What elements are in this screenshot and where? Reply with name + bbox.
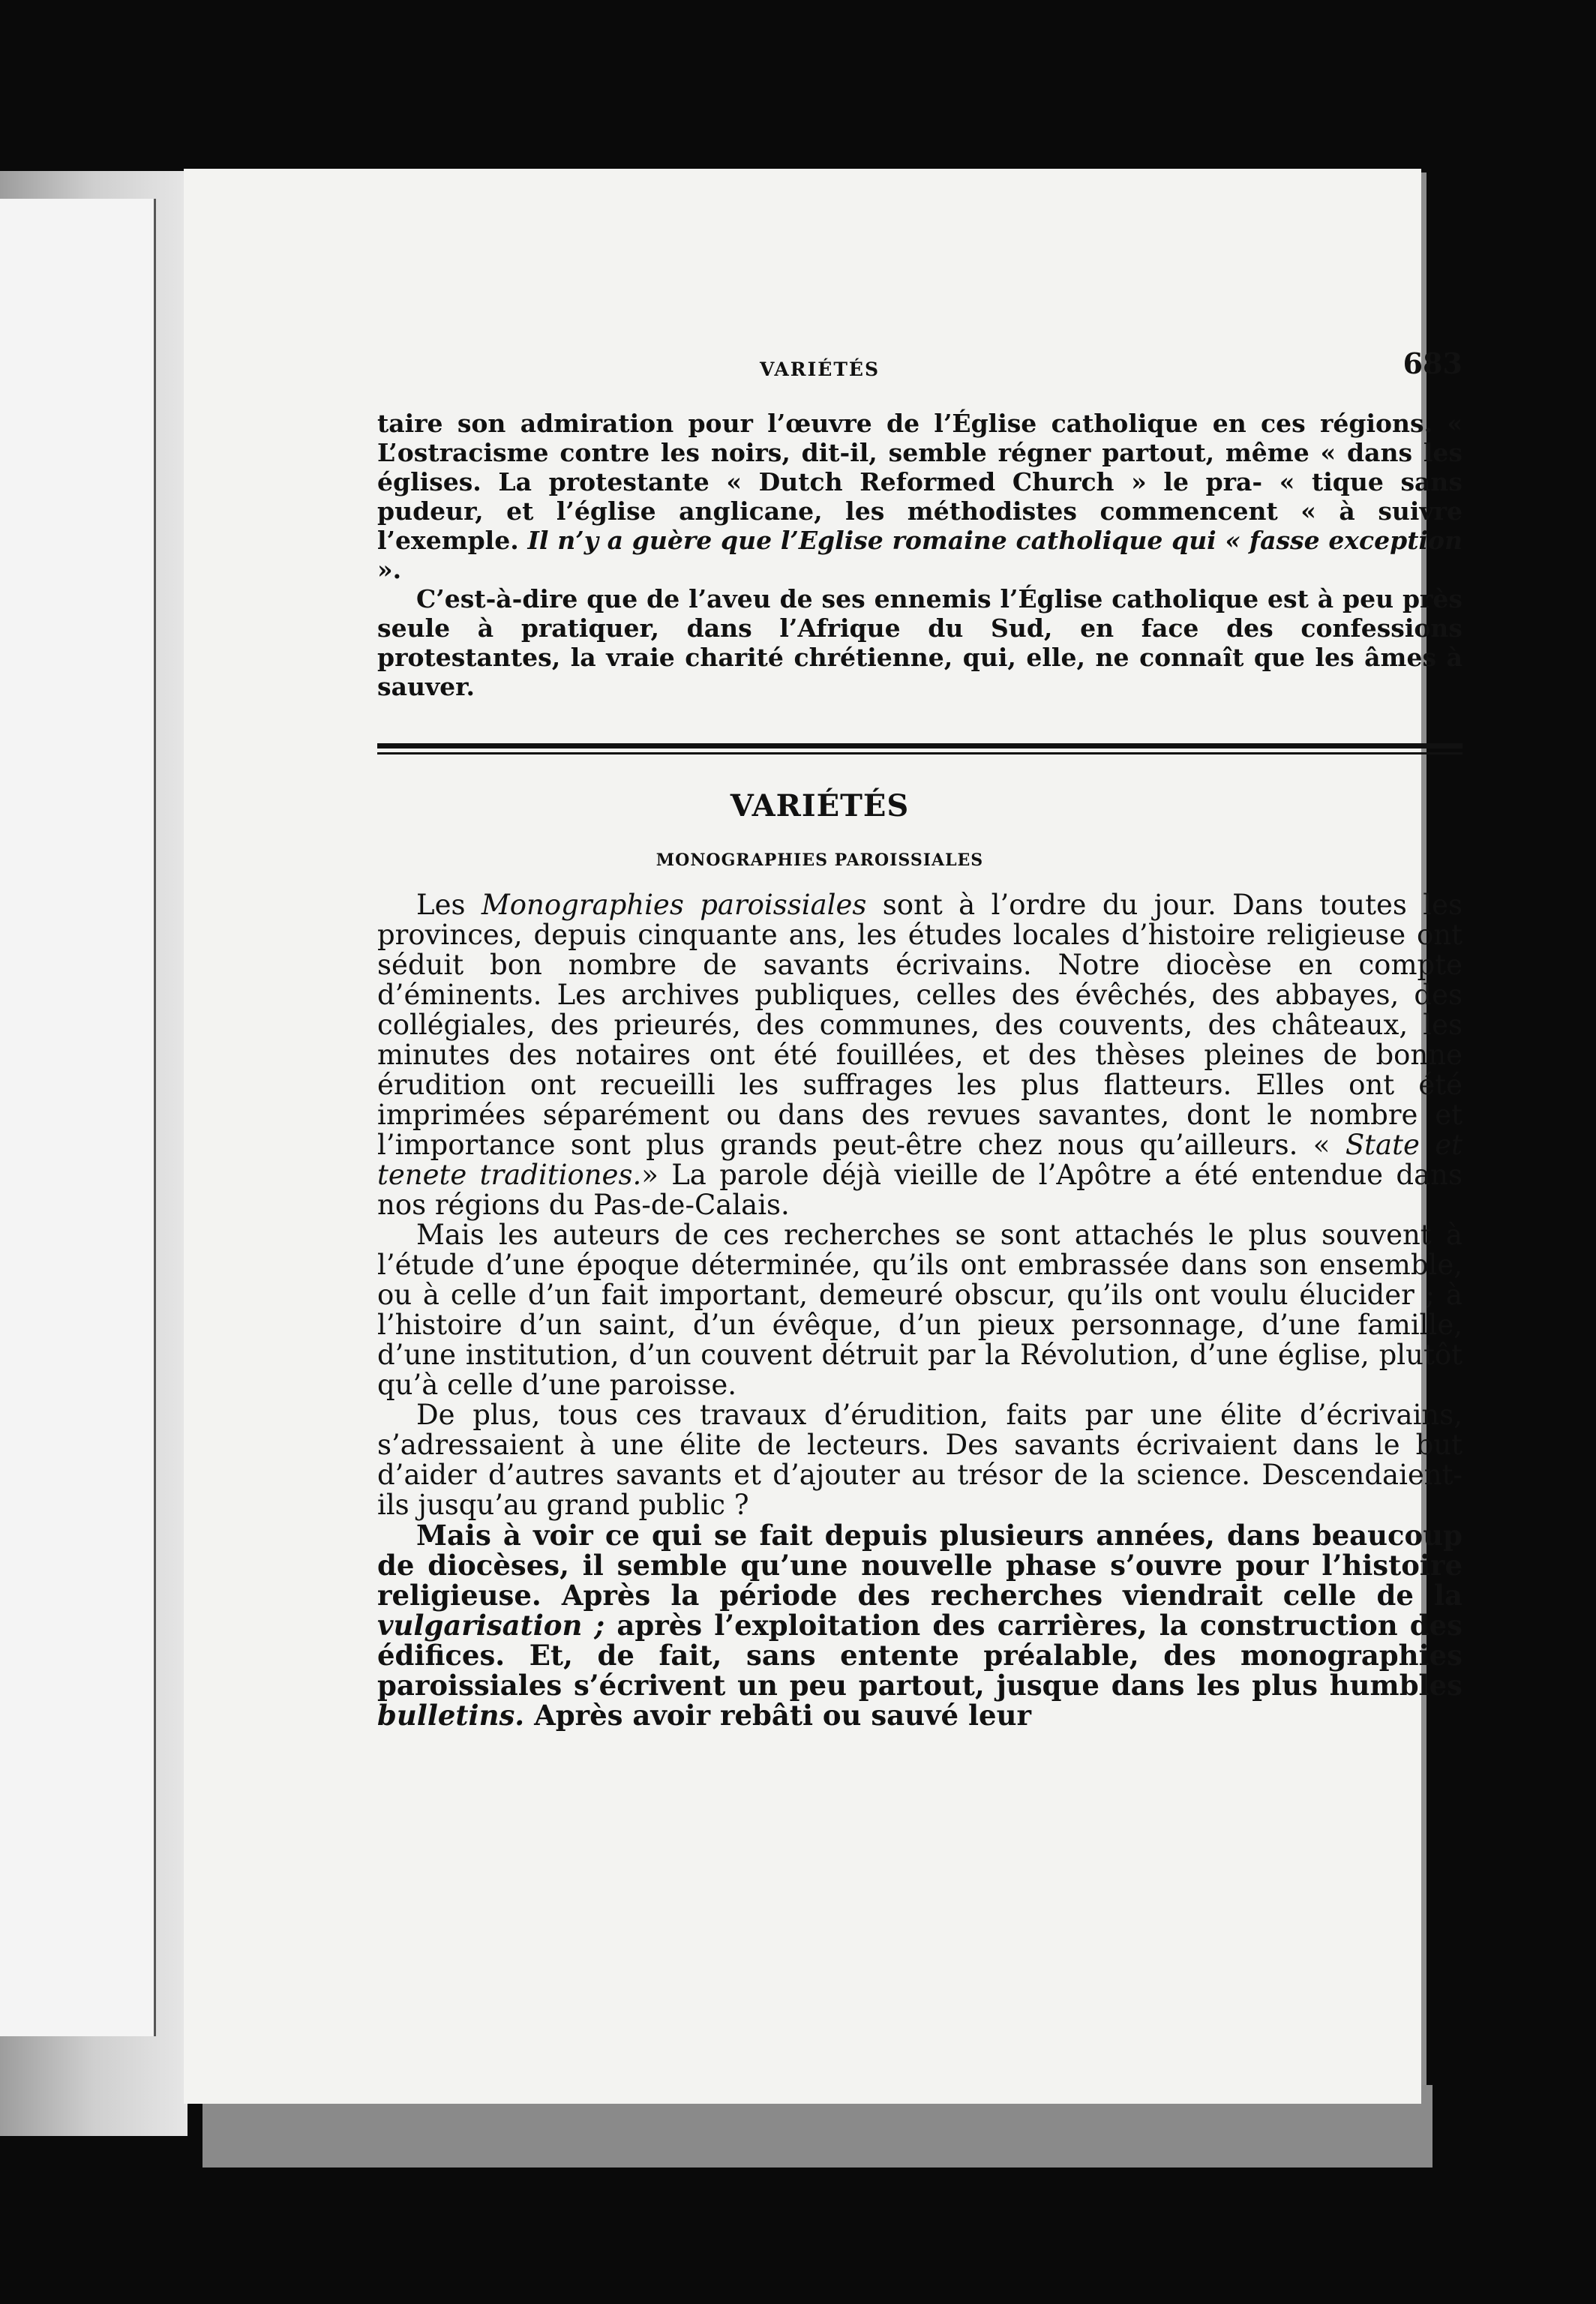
running-head — [377, 346, 1462, 394]
text-run: Mais les auteurs de ces recherches se sont attachés le plus souvent à l’étude d’une époque déterminée, qu’ils ont embrassée dans son ensemble, ou à celle d’un fait important, demeuré obscur, qu’ils ont voulu élucider ; à l’histoire d’un saint, d’un évêque, d’un pieux personnage, d’une famille, d’une institution, d’un couvent détruit par la Révolution, d’une église, plutôt qu’à celle d’une paroisse. — [377, 1219, 1462, 1401]
text-run: taire son admiration pour l’œuvre de l’Église catholique en ces régions. « L’ostracisme contre les noirs, dit-il, semble régner partout, même « dans les églises. La protestante « Dutch Reformed Church » le pra- « tique sans pudeur, et l’église anglicane, les méthodistes commencent « à suivre l’exemple. — [377, 409, 1462, 555]
text-run: Mais à voir ce qui se fait depuis plusieurs années, dans beaucoup de diocèses, il semble qu’une nouvelle phase s’ouvre pour l’histoire religieuse. Après la période des recherches viendrait celle de la — [377, 1519, 1462, 1612]
section-rule-thin — [377, 752, 1462, 754]
text-run: Après avoir rebâti ou sauvé leur — [524, 1699, 1031, 1732]
running-head-title: VARIÉTÉS — [759, 358, 880, 380]
section-title: VARIÉTÉS — [730, 788, 910, 824]
text-run-italic: Il n’y a guère que l’Eglise romaine catholique qui « fasse exception — [527, 526, 1462, 555]
text-run-italic: Monographies paroissiales — [481, 889, 867, 921]
text-run: Les — [416, 889, 482, 921]
continued-text — [377, 409, 1462, 701]
text-run-italic: bulletins. — [377, 1699, 525, 1732]
text-run-italic: vulgarisation ; — [377, 1609, 605, 1642]
section-subtitle: MONOGRAPHIES PAROISSIALES — [656, 850, 984, 870]
paragraph — [377, 1520, 1462, 1730]
paragraph — [377, 1220, 1462, 1400]
paragraph — [377, 409, 1462, 584]
paragraph — [377, 1400, 1462, 1520]
text-run: C’est-à-dire que de l’aveu de ses ennemis l’Église catholique est à peu près seule à pratiquer, dans l’Afrique du Sud, en face des confessions protestantes, la vraie charité chrétienne, qui, elle, ne connaît que les âmes à sauver. — [377, 584, 1462, 701]
page-number: 683 — [1402, 346, 1462, 380]
text-run: De plus, tous ces travaux d’érudition, faits par une élite d’écrivains, s’adressaient à une élite de lecteurs. Des savants écrivaient dans le but d’aider d’autres savants et d’ajouter au trésor de la science. Descendaient-ils jusqu’au grand public ? — [377, 1399, 1462, 1521]
book-page — [184, 169, 1462, 2104]
text-run: » La parole déjà vieille de l’Apôtre a été entendue dans nos régions du Pas-de-Calais. — [377, 1159, 1462, 1221]
article-body — [377, 890, 1462, 1730]
text-run: ». — [377, 555, 402, 584]
text-run: après l’exploitation des carrières, la construction des édifices. Et, de fait, sans entente préalable, des monographies paroissiales s’écrivent un peu partout, jusque dans les plus humbles — [377, 1609, 1462, 1702]
text-run-italic: State et tenete traditiones. — [377, 1129, 1462, 1191]
section-rule — [377, 743, 1462, 748]
paragraph — [377, 584, 1462, 701]
text-run: sont à l’ordre du jour. Dans toutes les provinces, depuis cinquante ans, les études locales d’histoire religieuse ont séduit bon nombre de savants écrivains. Notre diocèse en compte d’éminents. Les archives publiques, celles des évêchés, des abbayes, des collégiales, des prieurés, des communes, des couvents, des châteaux, les minutes des notaires ont été fouillées, et des thèses pleines de bonne érudition ont recueilli les suffrages les plus flatteurs. Elles ont été imprimées séparément ou dans des revues savantes, dont le nombre et l’importance sont plus grands peut-être chez nous qu’ailleurs. « — [377, 889, 1462, 1161]
facing-page — [0, 199, 156, 2036]
paragraph — [377, 890, 1462, 1220]
